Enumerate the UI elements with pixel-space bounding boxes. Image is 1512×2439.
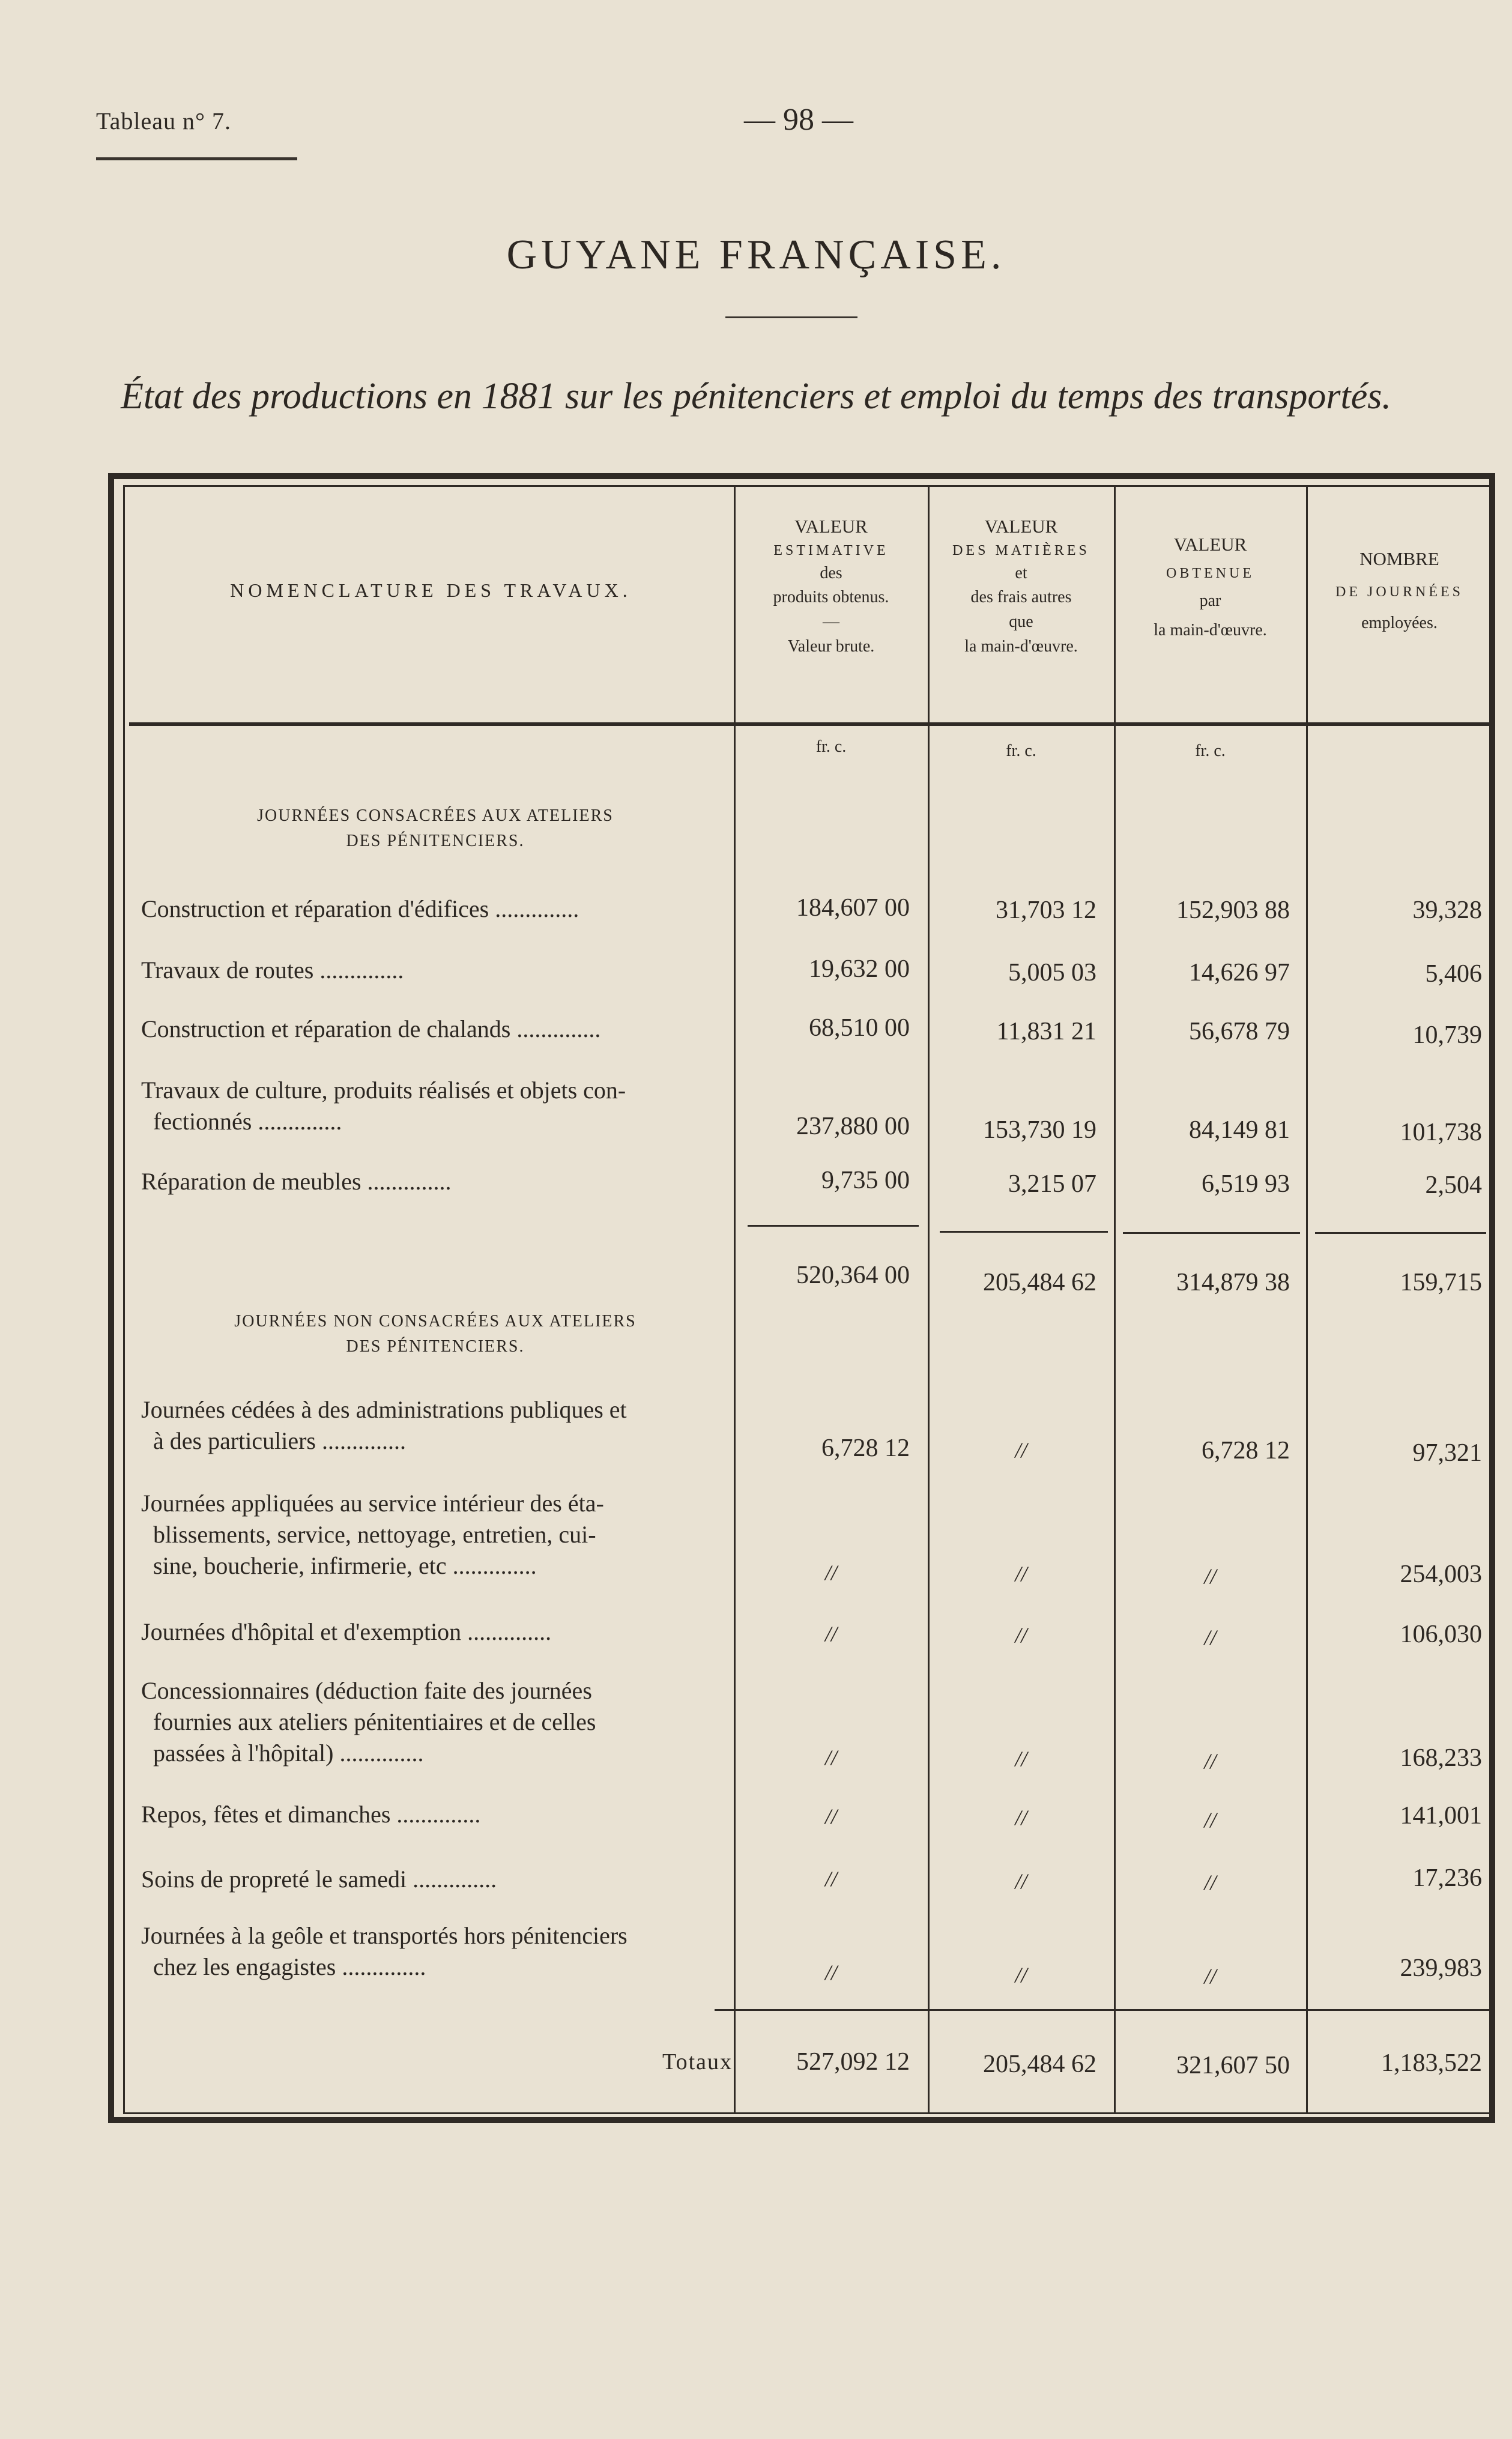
value-brute: 237,880 00 [796, 1113, 910, 1140]
column-divider [1114, 487, 1116, 2112]
subtotal-journees: 159,715 [1400, 1269, 1482, 1296]
row-label: Journées cédées à des administrations publiques et à des particuliers .............. [141, 1396, 627, 1454]
value-matieres: // [1015, 1806, 1027, 1830]
value-main-oeuvre: // [1204, 1564, 1217, 1588]
total-main-oeuvre: 321,607 50 [1176, 2052, 1290, 2079]
row-label: Journées à la geôle et transportés hors pénitenciers chez les engagistes .............. [141, 1922, 627, 1980]
value-journees: 101,738 [1400, 1119, 1482, 1146]
value-main-oeuvre: // [1204, 1625, 1217, 1649]
row-label: Concessionnaires (déduction faite des journées fournies aux ateliers pénitentiaires et de celles passées à l'hôpital) .............. [141, 1677, 596, 1767]
value-brute: 19,632 00 [809, 955, 910, 983]
subtotal-brute: 520,364 00 [796, 1262, 910, 1289]
column-header-nombre-journees: NOMBRE DE JOURNÉES employées. [1335, 548, 1463, 632]
value-main-oeuvre: 56,678 79 [1189, 1018, 1290, 1045]
subtotal-rule [748, 1225, 919, 1227]
value-brute: 9,735 00 [821, 1167, 910, 1194]
value-brute: // [824, 1867, 837, 1891]
page-subtitle: État des productions en 1881 sur les pénitenciers et emploi du temps des transportés. [121, 376, 1391, 417]
value-journees: 10,739 [1412, 1021, 1482, 1049]
value-journees: 141,001 [1400, 1802, 1482, 1830]
value-main-oeuvre: // [1204, 1964, 1217, 1988]
value-brute: // [824, 1745, 837, 1770]
value-main-oeuvre: // [1204, 1749, 1217, 1773]
value-main-oeuvre: 152,903 88 [1176, 896, 1290, 924]
row-label: Soins de propreté le samedi .............. [141, 1866, 497, 1893]
value-journees: 39,328 [1412, 896, 1482, 924]
value-brute: // [824, 1622, 837, 1646]
value-matieres: // [1015, 1438, 1027, 1462]
total-journees: 1,183,522 [1381, 2049, 1482, 2077]
value-brute: // [824, 1561, 837, 1585]
column-header-valeur-main-oeuvre: VALEUR OBTENUE par la main-d'œuvre. [1154, 534, 1267, 640]
header-rule [129, 722, 1493, 726]
totals-rule [715, 2009, 1492, 2011]
section-heading: JOURNÉES NON CONSACRÉES AUX ATELIERS DES PÉNITENCIERS. [234, 1312, 637, 1356]
value-main-oeuvre: // [1204, 1870, 1217, 1894]
column-header-valeur-matieres: VALEUR DES MATIÈRES et des frais autres que la main-d'œuvre. [952, 516, 1090, 656]
subtotal-main-oeuvre: 314,879 38 [1176, 1269, 1290, 1296]
value-brute: // [824, 1960, 837, 1984]
row-label: Réparation de meubles .............. [141, 1168, 452, 1195]
value-main-oeuvre: 84,149 81 [1189, 1116, 1290, 1144]
value-matieres: // [1015, 1963, 1027, 1987]
total-matieres: 205,484 62 [983, 2051, 1096, 2078]
value-journees: 239,983 [1400, 1954, 1482, 1982]
subtotal-rule [1315, 1232, 1486, 1234]
value-journees: 97,321 [1412, 1439, 1482, 1467]
unit-label: fr. c. [1195, 742, 1226, 760]
value-matieres: 5,005 03 [1008, 959, 1096, 987]
value-journees: 17,236 [1412, 1864, 1482, 1892]
unit-label: fr. c. [815, 737, 847, 756]
value-main-oeuvre: 14,626 97 [1189, 959, 1290, 987]
value-journees: 254,003 [1400, 1561, 1482, 1588]
row-label: Construction et réparation d'édifices .............. [141, 895, 579, 922]
value-brute: 6,728 12 [821, 1434, 910, 1462]
value-matieres: // [1015, 1562, 1027, 1586]
row-label: Travaux de routes .............. [141, 957, 404, 984]
column-header-valeur-brute: VALEUR ESTIMATIVE des produits obtenus. — Valeur brute. [773, 516, 889, 656]
value-main-oeuvre: // [1204, 1808, 1217, 1832]
total-brute: 527,092 12 [796, 2048, 910, 2076]
page-number: — 98 — [744, 103, 853, 137]
value-brute: 184,607 00 [796, 894, 910, 922]
section-heading: JOURNÉES CONSACRÉES AUX ATELIERS DES PÉNITENCIERS. [257, 806, 614, 850]
value-matieres: 11,831 21 [996, 1018, 1096, 1045]
unit-label: fr. c. [1006, 742, 1036, 760]
table-number: Tableau n° 7. [96, 107, 232, 134]
value-matieres: // [1015, 1869, 1027, 1893]
value-journees: 2,504 [1425, 1171, 1482, 1199]
value-main-oeuvre: 6,728 12 [1202, 1437, 1290, 1464]
row-label: Journées appliquées au service intérieur des éta- blissements, service, nettoyage, entretien, cui- sine, boucherie, infirmerie, etc .............. [141, 1490, 604, 1579]
subtotal-rule [940, 1231, 1108, 1233]
row-label: Repos, fêtes et dimanches .............. [141, 1801, 481, 1828]
value-matieres: 31,703 12 [996, 896, 1096, 924]
totals-label: Totaux [662, 2049, 733, 2075]
value-matieres: // [1015, 1623, 1027, 1647]
value-journees: 106,030 [1400, 1621, 1482, 1648]
value-main-oeuvre: 6,519 93 [1202, 1170, 1290, 1198]
value-brute: 68,510 00 [809, 1014, 910, 1042]
subtotal-matieres: 205,484 62 [983, 1269, 1096, 1296]
row-label: Construction et réparation de chalands .............. [141, 1015, 601, 1042]
value-brute: // [824, 1804, 837, 1828]
title-divider [725, 316, 857, 318]
row-label: Journées d'hôpital et d'exemption .............. [141, 1618, 552, 1645]
value-matieres: 3,215 07 [1008, 1170, 1096, 1198]
value-journees: 5,406 [1425, 960, 1482, 988]
value-journees: 168,233 [1400, 1744, 1482, 1772]
value-matieres: // [1015, 1747, 1027, 1771]
table-number-underline [96, 157, 297, 160]
value-matieres: 153,730 19 [983, 1116, 1096, 1144]
row-label: Travaux de culture, produits réalisés et objets con- fectionnés .............. [141, 1077, 626, 1135]
column-header-nomenclature: NOMENCLATURE DES TRAVAUX. [230, 579, 632, 601]
subtotal-rule [1123, 1232, 1300, 1234]
page-title: GUYANE FRANÇAISE. [506, 232, 1006, 278]
